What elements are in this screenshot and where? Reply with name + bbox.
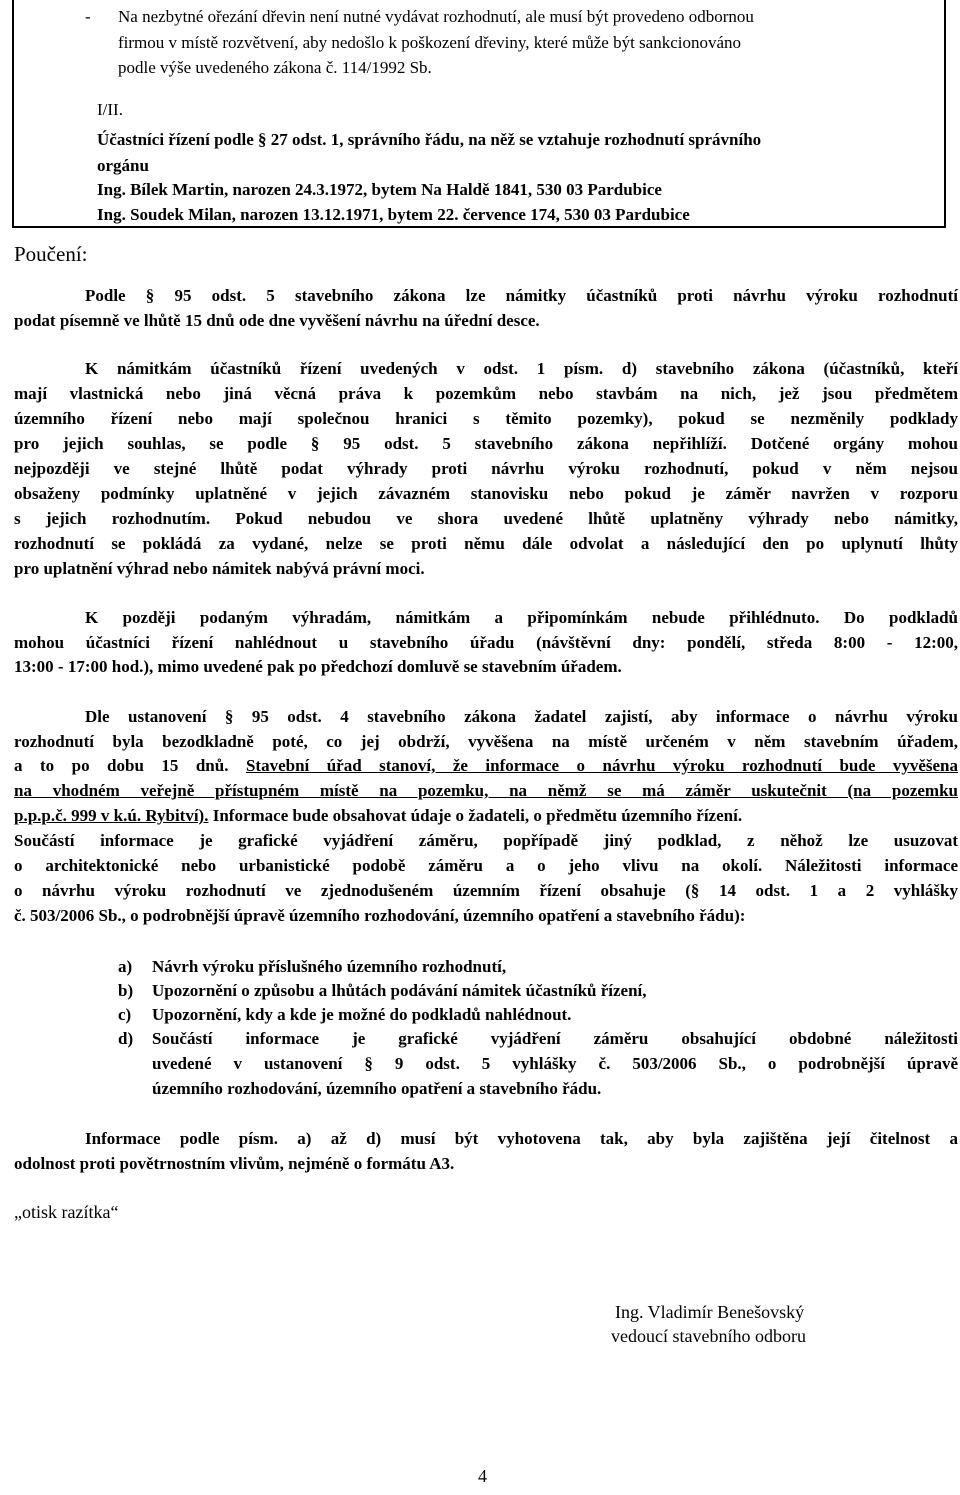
participant: Ing. Bílek Martin, narozen 24.3.1972, bytem Na Haldě 1841, 530 03 Pardubice: [97, 180, 662, 199]
list-item: Upozornění, kdy a kde je možné do podkladů nahlédnout.: [152, 1005, 572, 1024]
list-marker: b): [118, 981, 134, 1000]
participant: Ing. Soudek Milan, narozen 13.12.1971, bytem 22. července 174, 530 03 Pardubice: [97, 205, 690, 224]
text-line: pro uplatnění výhrad nebo námitek nabývá právní moci.: [14, 559, 425, 578]
text-line: Podle § 95 odst. 5 stavebního zákona lze námitky účastníků proti návrhu výroku rozhodnutí: [85, 286, 958, 305]
stamp-placeholder: „otisk razítka“: [14, 1202, 119, 1222]
text-line: K námitkám účastníků řízení uvedených v odst. 1 písm. d) stavebního zákona (účastníků, kteří: [85, 359, 958, 378]
underlined-text: p.p.p.č. 999 v k.ú. Rybitví).: [14, 806, 209, 825]
list-marker: c): [118, 1005, 132, 1024]
section-number: I/II.: [97, 100, 123, 119]
text-line: územního řízení nebo mají společnou hranici s těmito pozemky), pokud se nezměnily podklady: [14, 409, 958, 428]
text-line: rozhodnutí se pokládá za vydané, nelze se proti němu dále odvolat a následující den po uplynutí lhůty: [14, 534, 958, 553]
page-number: 4: [478, 1466, 487, 1486]
text-line: podle výše uvedeného zákona č. 114/1992 Sb.: [118, 58, 432, 77]
underlined-text: Stavební úřad stanoví, že informace o návrhu výroku rozhodnutí bude vyvěšena: [245, 756, 959, 775]
text-line: K později podaným výhradám, námitkám a připomínkám nebude přihlédnuto. Do podkladů: [85, 608, 958, 627]
participants-heading: Účastníci řízení podle § 27 odst. 1, správního řádu, na něž se vztahuje rozhodnutí správního: [97, 130, 762, 149]
text-line: podat písemně ve lhůtě 15 dnů ode dne vyvěšení návrhu na úřední desce.: [14, 311, 540, 330]
list-item: Upozornění o způsobu a lhůtách podávání námitek účastníků řízení,: [152, 981, 647, 1000]
text-line: Dle ustanovení § 95 odst. 4 stavebního zákona žadatel zajistí, aby informace o návrhu výroku: [85, 707, 958, 726]
list-marker: d): [118, 1029, 134, 1048]
text-line: Na nezbytné ořezání dřevin není nutné vydávat rozhodnutí, ale musí být provedeno odbornou: [118, 7, 754, 26]
text-line: Informace podle písm. a) až d) musí být vyhotovena tak, aby byla zajištěna její čitelnost a: [85, 1129, 958, 1148]
section-heading: Poučení:: [14, 242, 88, 266]
list-item: uvedené v ustanovení § 9 odst. 5 vyhlášky č. 503/2006 Sb., o podrobnější úpravě: [152, 1054, 958, 1073]
text-line: č. 503/2006 Sb., o podrobnější úpravě územního rozhodování, územního opatření a stavebního řádu):: [14, 906, 746, 925]
text-line: obsaženy podmínky uplatněné v jejich závazném stanovisku nebo pokud je záměr navržen v rozporu: [14, 484, 958, 503]
text-line: o návrhu výroku rozhodnutí ve zjednodušeném územním řízení obsahuje (§ 14 odst. 1 a 2 vyhlášky: [14, 881, 958, 900]
text-line: odolnost proti povětrnostním vlivům, nejméně o formátu A3.: [14, 1154, 455, 1173]
text-line: p.p.p.č. 999 v k.ú. Rybitví). Informace bude obsahovat údaje o žadateli, o předmětu územního řízení.: [14, 806, 743, 825]
text-line: Součástí informace je grafické vyjádření záměru, popřípadě jiný podklad, z něhož lze usuzovat: [14, 831, 958, 850]
text-line: 13:00 - 17:00 hod.), mimo uvedené pak po předchozí domluvě se stavebním úřadem.: [14, 657, 622, 676]
text-line: firmou v místě rozvětvení, aby nedošlo k poškození dřeviny, které může být sankcionováno: [118, 33, 742, 52]
signature-role: vedoucí stavebního odboru: [611, 1326, 806, 1346]
text-line: mohou účastníci řízení nahlédnout u stavebního úřadu (návštěvní dny: pondělí, středa 8:00 - 12:00,: [14, 633, 958, 652]
text-line: rozhodnutí byla bezodkladně poté, co jej obdrží, vyvěšena na místě určeném v něm stavebním úřadem,: [14, 732, 958, 751]
text-line: pro jejich souhlas, se podle § 95 odst. 5 stavebního zákona nepřihlíží. Dotčené orgány mohou: [14, 434, 958, 453]
text-line: nejpozději ve stejné lhůtě podat výhrady proti návrhu výroku rozhodnutí, pokud v něm nejsou: [14, 459, 958, 478]
list-item: Návrh výroku příslušného územního rozhodnutí,: [152, 957, 507, 976]
list-item: Součástí informace je grafické vyjádření záměru obsahující obdobné náležitosti: [152, 1029, 958, 1048]
list-marker: a): [118, 957, 133, 976]
dash-marker: -: [85, 7, 91, 26]
text-line: mají vlastnická nebo jiná věcná práva k pozemkům nebo stavbám na nich, jež jsou předmětem: [14, 384, 958, 403]
list-item: územního rozhodování, územního opatření a stavebního řádu.: [152, 1079, 602, 1098]
text-line: a to po dobu 15 dnů. Stavební úřad stanoví, že informace o návrhu výroku rozhodnutí bude vyvěšena: [14, 756, 959, 775]
signature-name: Ing. Vladimír Benešovský: [615, 1302, 805, 1322]
participants-heading: orgánu: [97, 156, 149, 175]
text-line: s jejich rozhodnutím. Pokud nebudou ve shora uvedené lhůtě uplatněny výhrady nebo námitky,: [14, 509, 958, 528]
underlined-text: na vhodném veřejně přístupném místě na pozemku, na němž se má záměr uskutečnit (na pozemku: [14, 781, 958, 800]
text-line: o architektonické nebo urbanistické podobě záměru a o jeho vlivu na okolí. Náležitosti informace: [14, 856, 958, 875]
